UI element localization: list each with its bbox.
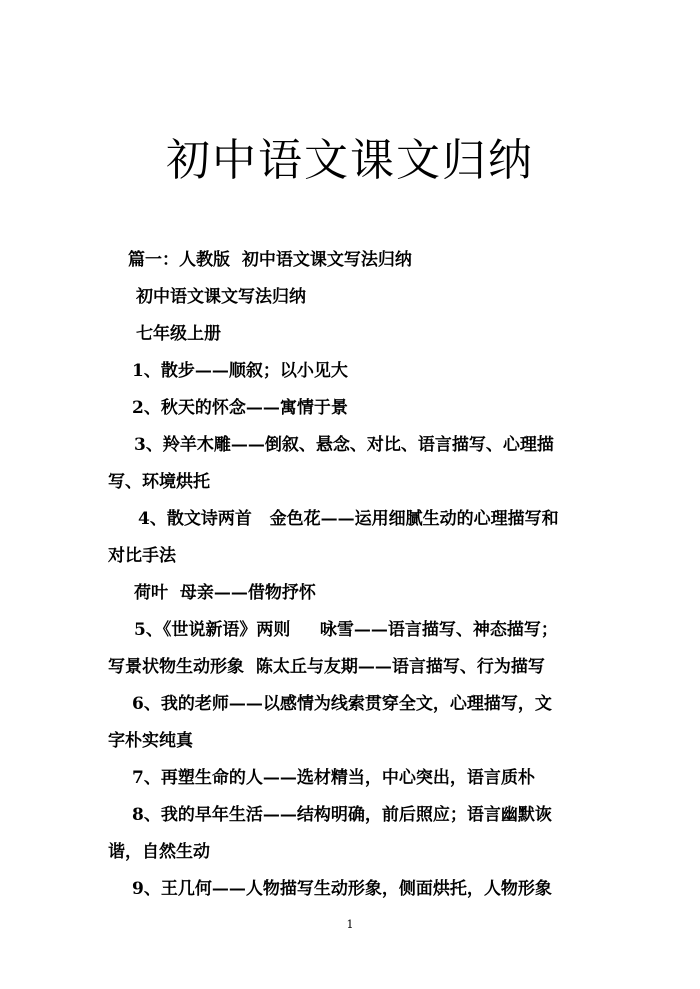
document-line: 9、王几何——人物描写生动形象，侧面烘托，人物形象: [132, 879, 552, 899]
document-line: 荷叶 母亲——借物抒怀: [134, 583, 316, 603]
document-line: 7、再塑生命的人——选材精当，中心突出，语言质朴: [132, 768, 535, 788]
document-body: [108, 242, 606, 908]
document-line: 6、我的老师——以感情为线索贯穿全文，心理描写，文: [132, 694, 552, 714]
document-line: 5、《世说新语》两则 咏雪——语言描写、神态描写；: [134, 620, 558, 640]
document-line: 七年级上册: [136, 324, 221, 344]
document-line: 初中语文课文写法归纳: [136, 287, 306, 307]
document-line: 8、我的早年生活——结构明确，前后照应；语言幽默诙: [132, 805, 552, 825]
document-line: 4、散文诗两首 金色花——运用细腻生动的心理描写和: [138, 509, 559, 529]
document-line: 字朴实纯真: [108, 731, 193, 751]
document-line: 篇一：人教版 初中语文课文写法归纳: [128, 250, 412, 270]
document-line: 对比手法: [108, 546, 176, 566]
page-number: 1: [346, 918, 354, 931]
document-title: 初中语文课文归纳: [166, 135, 534, 186]
document-line: 谐，自然生动: [108, 842, 210, 862]
document-line: 3、羚羊木雕——倒叙、悬念、对比、语言描写、心理描: [134, 435, 554, 455]
document-line: 1、散步——顺叙；以小见大: [132, 361, 348, 381]
document-line: 写、环境烘托: [108, 472, 210, 492]
document-line: 写景状物生动形象 陈太丘与友期——语言描写、行为描写: [108, 657, 545, 677]
document-line: 2、秋天的怀念——寓情于景: [132, 398, 348, 418]
